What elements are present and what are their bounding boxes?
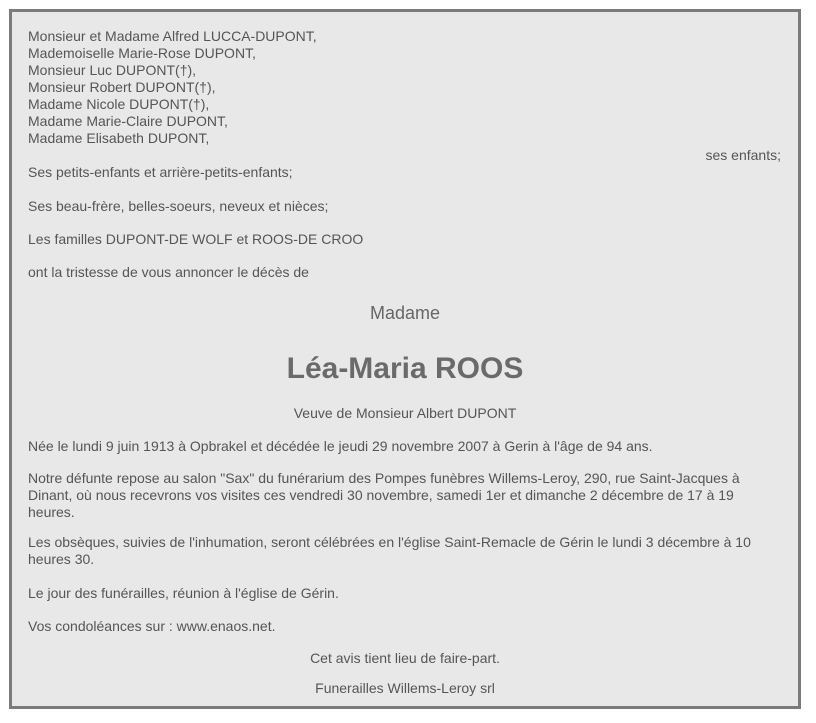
in-laws-line: Ses beau-frère, belles-soeurs, neveux et nièces; <box>28 198 329 214</box>
family-line-6: Madame Marie-Claire DUPONT, <box>28 113 228 129</box>
deceased-name: Léa-Maria ROOS <box>286 352 524 385</box>
family-line-4: Monsieur Robert DUPONT(†), <box>28 79 216 95</box>
family-line-1: Monsieur et Madame Alfred LUCCA-DUPONT, <box>28 28 317 44</box>
family-line-5: Madame Nicole DUPONT(†), <box>28 96 210 112</box>
family-line-2: Mademoiselle Marie-Rose DUPONT, <box>28 45 256 61</box>
family-line-7: Madame Elisabeth DUPONT, <box>28 130 210 146</box>
family-line-3: Monsieur Luc DUPONT(†), <box>28 62 197 78</box>
notice-line: Cet avis tient lieu de faire-part. <box>310 650 500 666</box>
condolences-line: Vos condoléances sur : www.enaos.net. <box>28 618 276 634</box>
death-notice-card <box>9 9 801 709</box>
visitation-paragraph: Notre défunte repose au salon "Sax" du funérarium des Pompes funèbres Willems-Leroy, 290, rue Saint-Jacques à Dinant, où nous recevrons vos visites ces vendredi 30 novembre, samedi 1er et dimanche 2 décembre de 17 à 19 heures. <box>28 470 740 520</box>
announcement-line: ont la tristesse de vous annoncer le décès de <box>28 264 309 280</box>
meeting-line: Le jour des funérailles, réunion à l'église de Gérin. <box>28 585 339 601</box>
birth-death-paragraph: Née le lundi 9 juin 1913 à Opbrakel et décédée le jeudi 29 novembre 2007 à Gerin à l'âge de 94 ans. <box>28 438 653 454</box>
title-madame: Madame <box>369 303 441 323</box>
families-line: Les familles DUPONT-DE WOLF et ROOS-DE CROO <box>28 231 364 247</box>
widow-line: Veuve de Monsieur Albert DUPONT <box>293 405 517 421</box>
funeral-paragraph: Les obsèques, suivies de l'inhumation, seront célébrées en l'église Saint-Remacle de Gérin le lundi 3 décembre à 10 heures 30. <box>28 534 751 567</box>
grandchildren-line: Ses petits-enfants et arrière-petits-enfants; <box>28 164 293 180</box>
children-label: ses enfants; <box>705 147 781 163</box>
funeral-home-line: Funerailles Willems-Leroy srl <box>315 680 495 696</box>
